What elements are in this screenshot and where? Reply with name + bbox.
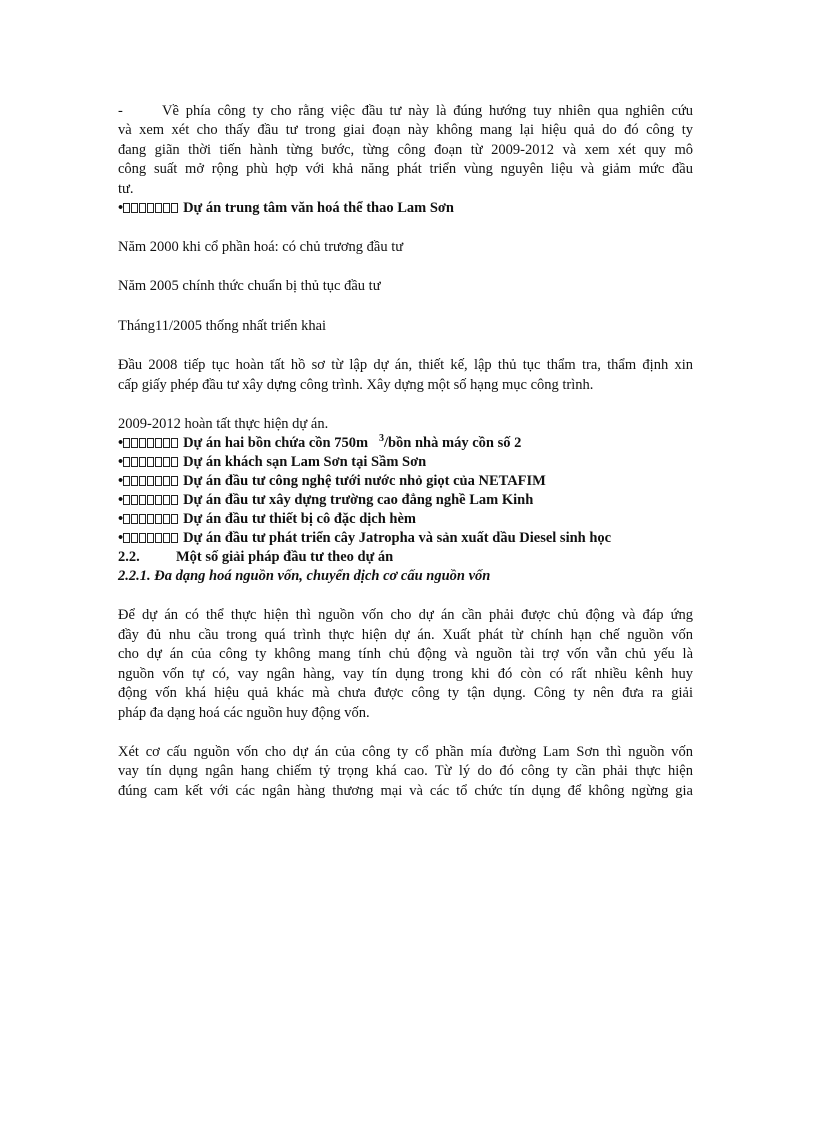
bullet-icon: • (118, 511, 124, 528)
text-line: cấp giấy phép đầu tư xây dựng công trình. Xây dựng một số hạng mục công trình. (118, 376, 594, 393)
missing-glyph-icon (123, 453, 179, 472)
text-line: động vốn khá hiệu quả khác mà chưa được công ty tận dụng. Công ty nên đưa ra giải (118, 685, 693, 702)
bullet-icon: • (118, 200, 124, 217)
project-title-suffix: /bồn nhà máy cồn số 2 (383, 435, 522, 452)
list-dash: - (118, 103, 123, 119)
missing-glyph-icon (123, 434, 179, 453)
missing-glyph-icon (123, 491, 179, 510)
bullet-icon: • (118, 435, 124, 452)
bullet-icon: • (118, 492, 124, 509)
text-line: Để dự án có thể thực hiện thì nguồn vốn cho dự án cần phải được chủ động và đáp ứng (118, 607, 693, 624)
superscript: 3 (378, 433, 384, 445)
text-line: pháp đa dạng hoá các nguồn huy động vốn. (118, 704, 370, 721)
text-line: và xem xét cho thấy đầu tư trong giai đoạn này không mang lại hiệu quả do đó công ty (118, 122, 693, 139)
project-item (118, 199, 693, 218)
text-line: cho dự án của công ty không mang tính chủ động và nguồn tài trợ vốn vẫn chủ yếu là (118, 646, 693, 663)
paragraph-funding (118, 606, 693, 722)
text-line: vay tín dụng ngân hang chiếm tỷ trọng khá cao. Từ lý do đó công ty cần phải thực hiện (118, 763, 693, 780)
missing-glyph-icon (123, 510, 179, 529)
missing-glyph-icon (123, 199, 179, 218)
bullet-icon: • (118, 473, 124, 490)
project-title: Dự án đầu tư công nghệ tưới nước nhỏ giọt của NETAFIM (183, 473, 546, 490)
completion-text: 2009-2012 hoàn tất thực hiện dự án. (118, 416, 329, 433)
project-item (118, 510, 693, 529)
project-item (118, 529, 693, 548)
bullet-icon: • (118, 530, 124, 547)
paragraph-2008 (118, 356, 693, 395)
text-line: Đầu 2008 tiếp tục hoàn tất hồ sơ từ lập dự án, thiết kế, lập thủ tục thẩm tra, thẩm định xin (118, 357, 693, 374)
document-page (118, 102, 693, 801)
subsection-heading: 2.2.1. Đa dạng hoá nguồn vốn, chuyển dịch cơ cấu nguồn vốn (118, 568, 491, 585)
project-item (118, 453, 693, 472)
text-line: Về phía công ty cho rằng việc đầu tư này là đúng hướng tuy nhiên qua nghiên cứu (162, 103, 693, 119)
paragraph-investment-view (118, 102, 693, 199)
project-title: Dự án trung tâm văn hoá thể thao Lam Sơn (183, 200, 454, 217)
project-title: Dự án đầu tư phát triển cây Jatropha và sản xuất dầu Diesel sinh học (183, 530, 612, 547)
missing-glyph-icon (123, 472, 179, 491)
missing-glyph-icon (123, 529, 179, 548)
project-item (118, 472, 693, 491)
project-title: Dự án đầu tư xây dựng trường cao đẳng nghề Lam Kinh (183, 492, 534, 509)
project-item (118, 491, 693, 510)
text-line: tư. (118, 180, 134, 197)
timeline-item: Năm 2005 chính thức chuẩn bị thủ tục đầu tư (118, 278, 381, 295)
project-title: Dự án đầu tư thiết bị cô đặc dịch hèm (183, 511, 416, 528)
section-number: 2.2. (118, 549, 140, 566)
project-title: Dự án hai bồn chứa cồn 750m (183, 435, 369, 452)
text-line: công suất mở rộng phù hợp với khả năng phát triển vùng nguyên liệu và giảm mức đầu (118, 161, 693, 178)
project-title: Dự án khách sạn Lam Sơn tại Sầm Sơn (183, 454, 427, 471)
section-title: Một số giải pháp đầu tư theo dự án (176, 549, 394, 566)
text-line: đầy đủ nhu cầu trong quá trình thực hiện dự án. Xuất phát từ chính hạn chế nguồn vốn (118, 626, 693, 643)
timeline-item: Tháng11/2005 thống nhất triển khai (118, 317, 327, 334)
text-line: đang giãn thời tiến hành từng bước, từng công đoạn từ 2009-2012 và xem xét quy mô (118, 141, 693, 158)
paragraph-capital-structure (118, 743, 693, 801)
text-line: nguồn vốn tự có, vay ngân hàng, vay tín dụng trong khi đó còn có rất nhiều kênh huy (118, 665, 693, 682)
text-line: đúng cam kết với các ngân hàng thương mại và các tổ chức tín dụng để không ngừng gia (118, 782, 693, 799)
project-item (118, 434, 693, 453)
timeline-item: Năm 2000 khi cổ phần hoá: có chủ trương đầu tư (118, 239, 404, 256)
section-heading (118, 548, 693, 567)
bullet-icon: • (118, 454, 124, 471)
text-line: Xét cơ cấu nguồn vốn cho dự án của công ty cổ phần mía đường Lam Sơn thì nguồn vốn (118, 743, 693, 760)
